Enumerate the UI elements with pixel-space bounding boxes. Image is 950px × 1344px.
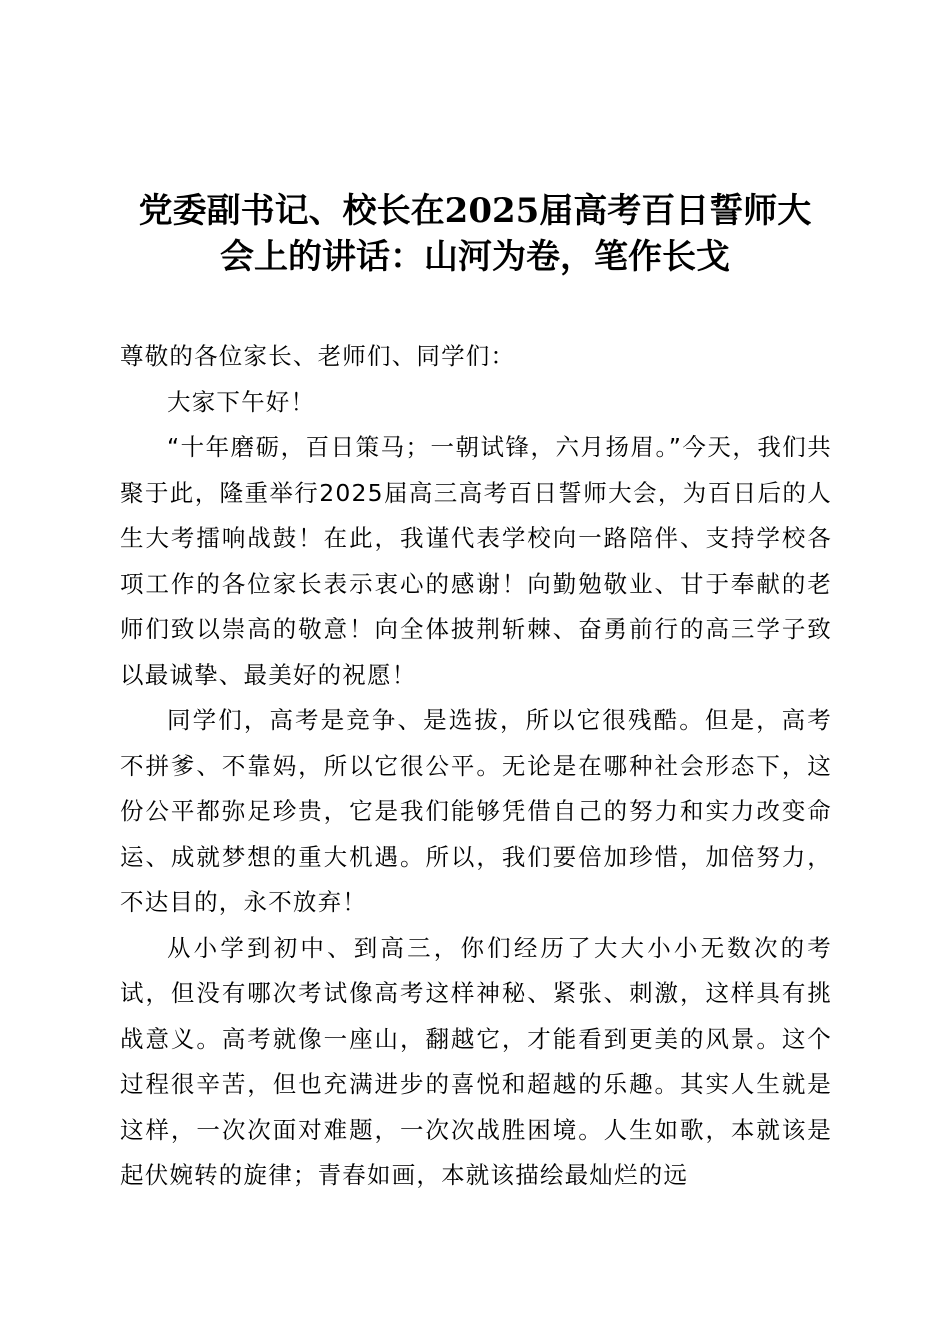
paragraph-fairness: 同学们，高考是竞争、是选拔，所以它很残酷。但是，高考不拼爹、不靠妈，所以它很公平。无论是在哪种社会形态下，这份公平都弥足珍贵，它是我们能够凭借自己的努力和实力改变命运、成就梦想的重大机遇。所以，我们要倍加珍惜，加倍努力，不达目的，永不放弃！ (120, 706, 832, 916)
salutation: 尊敬的各位家长、老师们、同学们： (120, 342, 516, 370)
paragraph-challenge: 从小学到初中、到高三，你们经历了大大小小无数次的考试，但没有哪次考试像高考这样神秘、紧张、刺激，这样具有挑战意义。高考就像一座山，翻越它，才能看到更美的风景。这个过程很辛苦，但也充满进步的喜悦和超越的乐趣。其实人生就是这样，一次次面对难题，一次次战胜困境。人生如歌，本就该是起伏婉转的旋律；青春如画，本就该描绘最灿烂的远 (120, 933, 832, 1189)
paragraph-greeting: 大家下午好！ (167, 387, 316, 416)
title-line-1: 党委副书记、校长在2025届高考百日誓师大 (138, 191, 812, 231)
document-title (100, 188, 850, 280)
document-body (120, 334, 832, 1199)
paragraph-opening: “十年磨砺，百日策马；一朝试锋，六月扬眉。”今天，我们共聚于此，隆重举行2025届高三高考百日誓师大会，为百日后的人生大考擂响战鼓！在此，我谨代表学校向一路陪伴、支持学校各项工作的各位家长表示衷心的感谢！向勤勉敬业、甘于奉献的老师们致以崇高的敬意！向全体披荆斩棘、奋勇前行的高三学子致以最诚挚、最美好的祝愿！ (120, 433, 832, 689)
title-line-2: 会上的讲话：山河为卷，笔作长戈 (220, 237, 730, 277)
